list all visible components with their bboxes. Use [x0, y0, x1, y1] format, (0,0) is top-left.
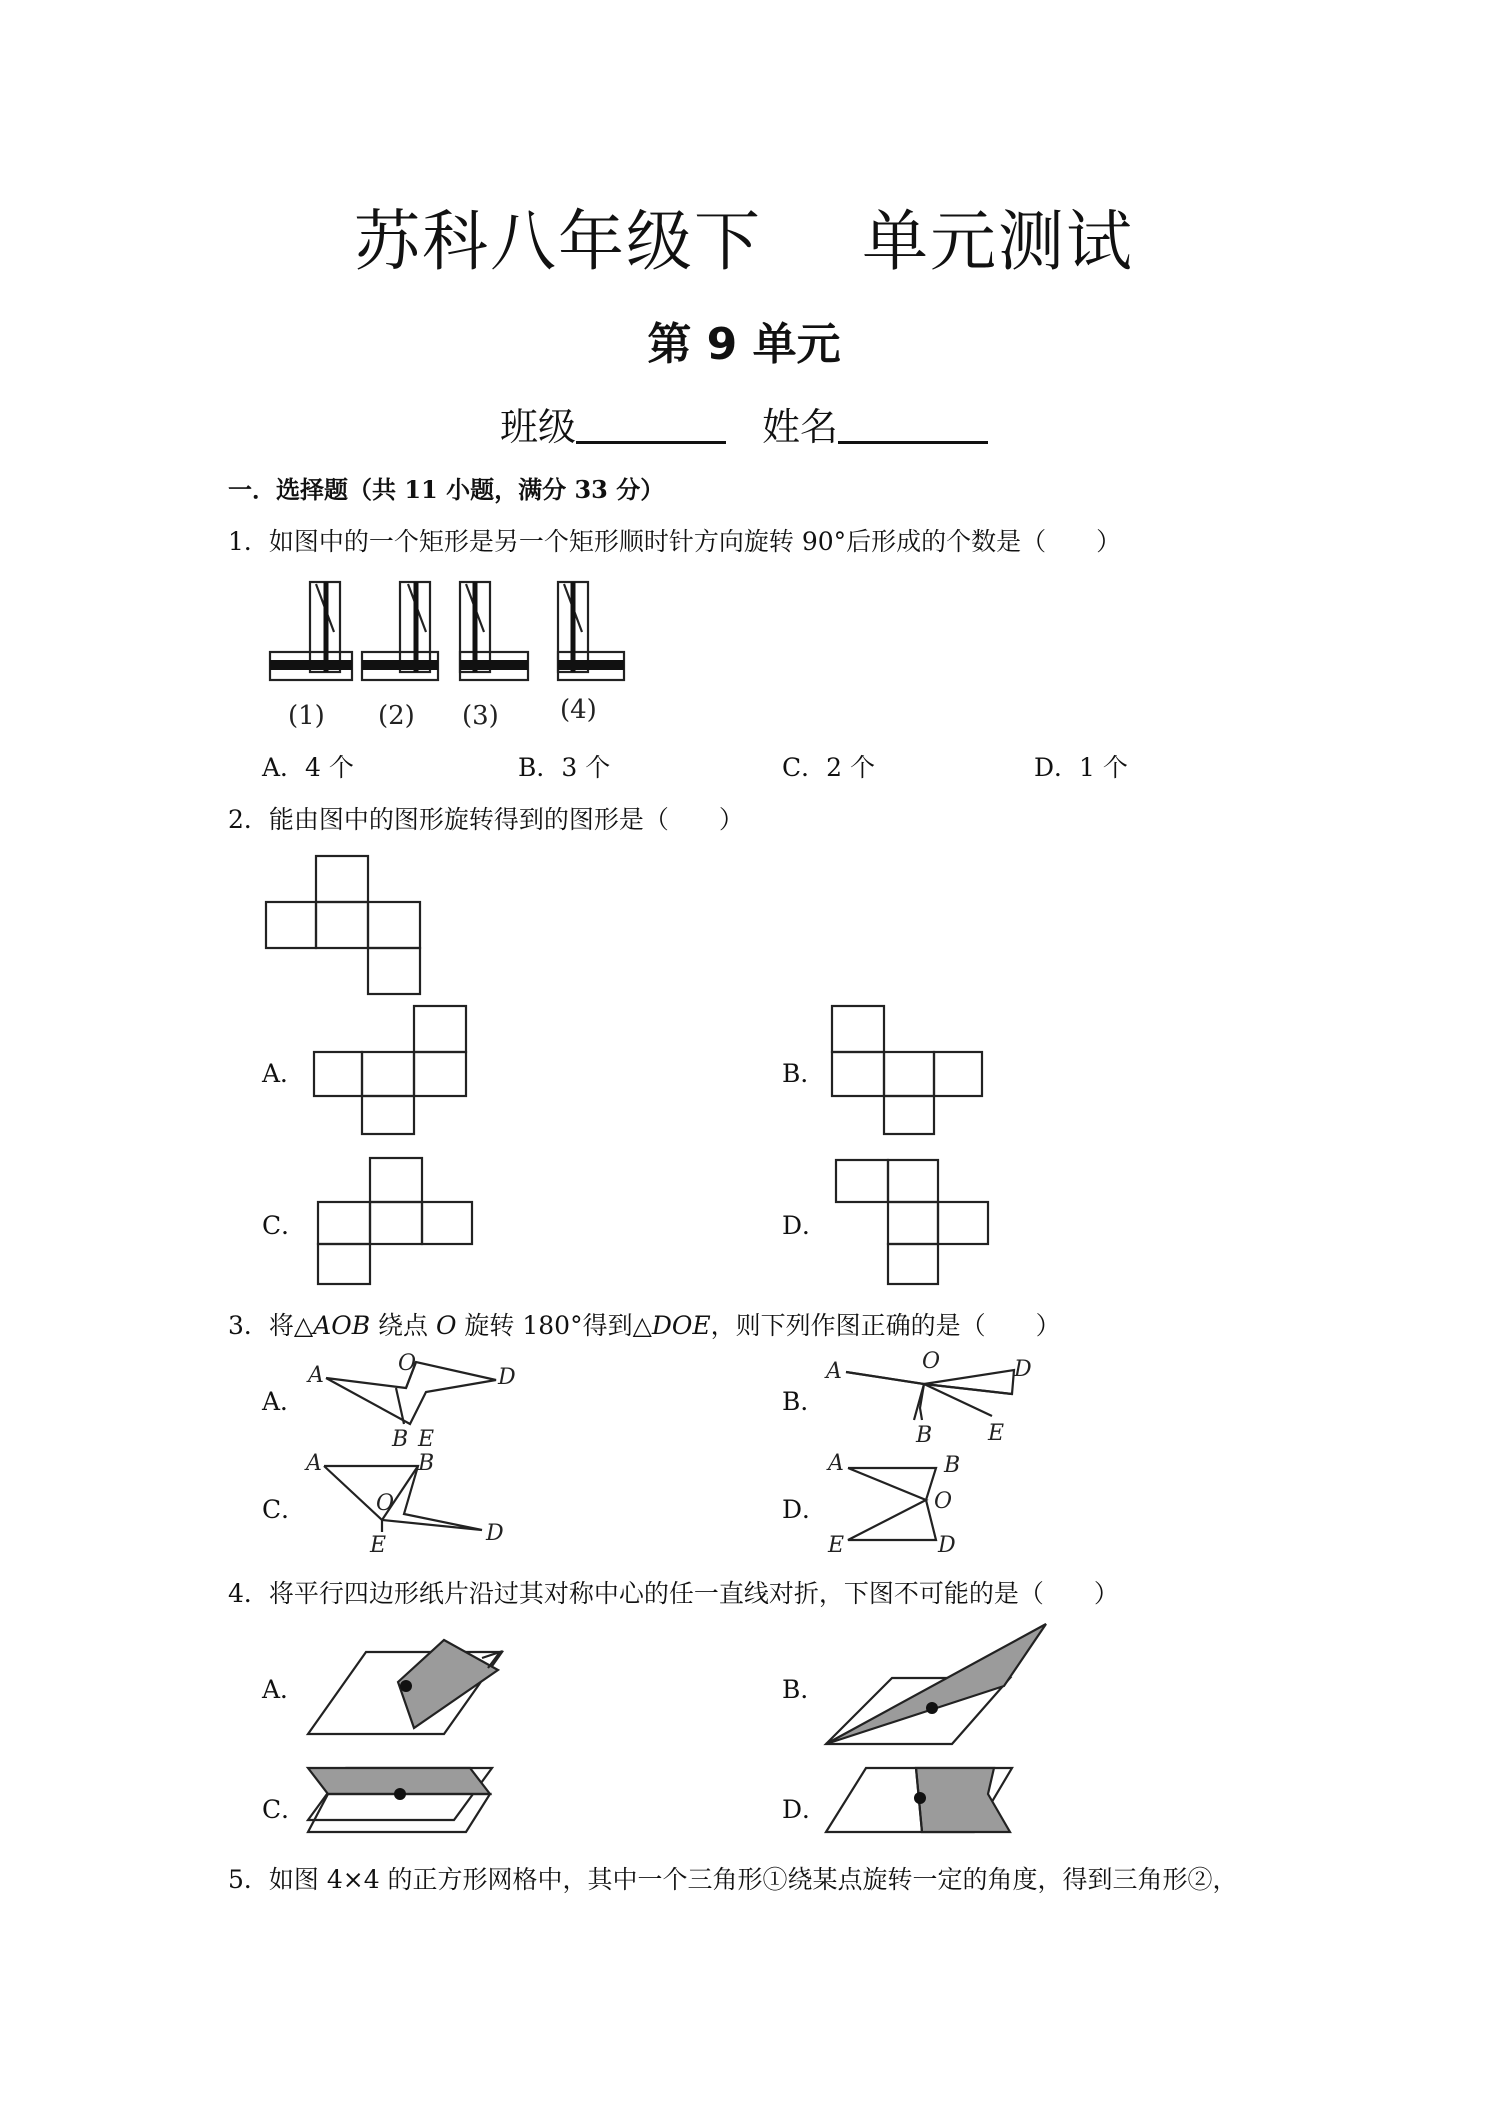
name-label: 姓名: [762, 405, 839, 449]
unit-subtitle: 第 9 单元: [647, 319, 841, 370]
q3-stem-part: 绕点: [370, 1311, 436, 1340]
q2-option-a[interactable]: A．: [262, 1059, 306, 1088]
q3a-label-a: A: [308, 1363, 324, 1388]
q3-stem-part: ，则下列作图正确的是（ ）: [710, 1311, 1061, 1340]
class-blank[interactable]: [576, 407, 726, 444]
q1-option-a[interactable]: A．4 个: [262, 753, 354, 782]
q3-stem-italic-doe: DOE: [651, 1311, 711, 1340]
question-2-figure: [264, 854, 424, 984]
q1-shape-4: [558, 582, 624, 680]
q4-option-d[interactable]: D．: [782, 1795, 828, 1824]
q3-stem-italic-o: O: [435, 1311, 457, 1340]
q3b-label-b: B: [916, 1423, 933, 1448]
question-1-stem: 1．如图中的一个矩形是另一个矩形顺时针方向旋转 90°后形成的个数是（ ）: [228, 527, 1122, 556]
q1-label-4: (4): [560, 695, 597, 725]
q3a-label-e: E: [418, 1427, 435, 1452]
q1-shape-3: [460, 582, 528, 680]
q3-stem-part: 3．将△: [228, 1311, 314, 1340]
q1-shape-1: [270, 582, 352, 680]
q3c-label-b: B: [418, 1451, 435, 1476]
q3c-label-d: D: [486, 1521, 504, 1546]
q3d-label-b: B: [944, 1453, 961, 1478]
class-label: 班级: [499, 405, 576, 449]
q2-option-d[interactable]: D．: [782, 1211, 828, 1240]
q3-stem-italic-aob: AOB: [313, 1311, 371, 1340]
q3a-label-b: B: [392, 1427, 409, 1452]
q2-option-d-figure[interactable]: [834, 1158, 994, 1288]
q3d-label-a: A: [828, 1451, 844, 1476]
class-name-line: [0, 396, 1488, 451]
q3-option-d-figure[interactable]: [826, 1452, 1046, 1562]
q3d-label-o: O: [934, 1489, 953, 1514]
q3-option-a[interactable]: A．: [262, 1387, 306, 1416]
q3-option-d[interactable]: D．: [782, 1495, 828, 1524]
q3b-label-d: D: [1014, 1357, 1032, 1382]
q3-option-b[interactable]: B．: [782, 1387, 826, 1416]
q4-option-b[interactable]: B．: [782, 1675, 826, 1704]
q1-label-3: (3): [462, 701, 499, 731]
q3d-label-e: E: [828, 1533, 845, 1558]
q1-option-b[interactable]: B．3 个: [518, 753, 611, 782]
q3b-label-a: A: [826, 1359, 842, 1384]
q3d-label-d: D: [938, 1533, 956, 1558]
q3b-label-e: E: [988, 1421, 1005, 1446]
q3-option-c[interactable]: C．: [262, 1495, 307, 1524]
title-right: 单元测试: [862, 203, 1134, 280]
q2-option-c-figure[interactable]: [316, 1156, 476, 1286]
question-5-stem: 5．如图 4×4 的正方形网格中，其中一个三角形①绕某点旋转一定的角度，得到三角形②，: [228, 1865, 1238, 1894]
name-blank[interactable]: [838, 407, 988, 444]
q2-option-b[interactable]: B．: [782, 1059, 826, 1088]
q3b-label-o: O: [922, 1349, 941, 1374]
page-title: [0, 188, 1488, 283]
q4-option-d-figure[interactable]: [824, 1760, 1024, 1870]
q4-option-b-figure[interactable]: [824, 1620, 1054, 1750]
q3a-label-d: D: [498, 1365, 516, 1390]
q1-label-1: (1): [288, 701, 325, 731]
q1-label-2: (2): [378, 701, 415, 731]
q2-option-c[interactable]: C．: [262, 1211, 307, 1240]
question-3-stem: [228, 1306, 1061, 1342]
q4-option-c-figure[interactable]: [306, 1760, 506, 1870]
q3a-label-o: O: [398, 1351, 417, 1376]
q3c-label-e: E: [370, 1533, 387, 1558]
q4-option-a[interactable]: A．: [262, 1675, 306, 1704]
question-4-stem: 4．将平行四边形纸片沿过其对称中心的任一直线对折，下图不可能的是（ ）: [228, 1579, 1119, 1608]
q2-option-b-figure[interactable]: [830, 1004, 990, 1134]
q1-option-d[interactable]: D．1 个: [1034, 753, 1128, 782]
q3c-label-o: O: [376, 1491, 395, 1516]
question-1-figure: [268, 572, 628, 732]
q1-shape-2: [362, 582, 438, 680]
q3c-label-a: A: [306, 1451, 322, 1476]
q4-option-a-figure[interactable]: [306, 1630, 506, 1740]
q2-option-a-figure[interactable]: [312, 1004, 472, 1134]
title-left: 苏科八年级下: [354, 203, 762, 280]
q3-stem-part: 旋转 180°得到△: [456, 1311, 652, 1340]
q1-option-c[interactable]: C．2 个: [782, 753, 875, 782]
question-2-stem: 2．能由图中的图形旋转得到的图形是（ ）: [228, 805, 744, 834]
q4-option-c[interactable]: C．: [262, 1795, 307, 1824]
q3-option-b-figure[interactable]: [824, 1349, 1044, 1448]
section-heading: 一．选择题（共 11 小题，满分 33 分）: [228, 475, 665, 504]
q3-option-c-figure[interactable]: [306, 1452, 526, 1562]
q3-option-a-figure[interactable]: [306, 1351, 526, 1452]
